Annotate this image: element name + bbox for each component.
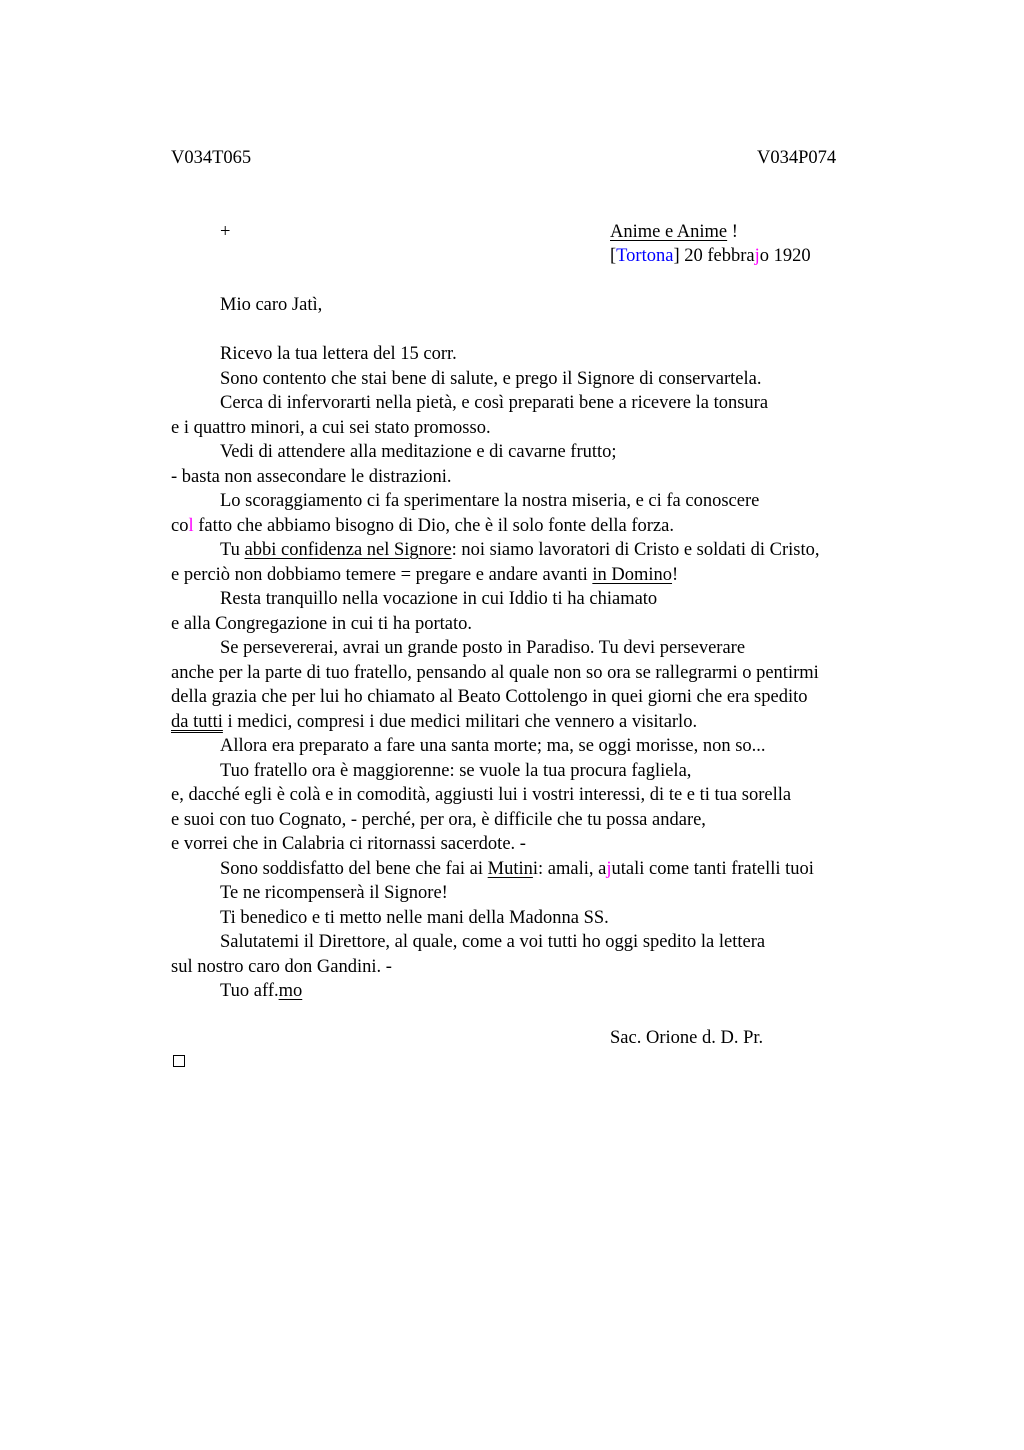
superscript-abbrev: mo bbox=[278, 981, 303, 1001]
underlined-phrase: Mutin bbox=[487, 858, 533, 879]
span: e perciò non dobbiamo temere = pregare e andare avanti bbox=[171, 564, 593, 585]
left-code: V034T065 bbox=[171, 148, 252, 168]
body-line: - basta non assecondare le distrazioni. bbox=[171, 466, 452, 487]
span: : noi siamo lavoratori di Cristo e soldati di Cristo, bbox=[451, 540, 820, 560]
span: i: amali, a bbox=[532, 858, 607, 879]
body-line: Salutatemi il Direttore, al quale, come a voi tutti ho oggi spedito la lettera bbox=[220, 932, 766, 952]
underlined-phrase: abbi confidenza nel Signore bbox=[244, 540, 452, 560]
body-line: Te ne ricompenserà il Signore! bbox=[220, 883, 448, 903]
span: co bbox=[171, 515, 189, 536]
body-line: e, dacché egli è colà e in comodità, aggiusti lui i vostri interessi, di te e ti tua sorella bbox=[171, 785, 792, 805]
body-line: Tuo fratello ora è maggiorenne: se vuole la tua procura fagliela, bbox=[220, 760, 692, 781]
dateline bbox=[610, 244, 811, 268]
motto-text: Anime e Anime bbox=[610, 222, 728, 242]
body-line: Vedi di attendere alla meditazione e di cavarne frutto; bbox=[220, 442, 617, 462]
underlined-phrase: in Domino bbox=[592, 564, 673, 585]
date-place: Tortona bbox=[616, 246, 674, 266]
body-line: Ti benedico e ti metto nelle mani della Madonna SS. bbox=[220, 907, 609, 928]
body-line: sul nostro caro don Gandini. - bbox=[171, 956, 392, 977]
variant-letter: j bbox=[606, 858, 612, 879]
double-underlined-phrase: da tutti bbox=[171, 711, 223, 732]
span: Tuo aff. bbox=[220, 981, 279, 1001]
body-line: e i quattro minori, a cui sei stato promosso. bbox=[171, 417, 491, 438]
span: utali come tanti fratelli tuoi bbox=[611, 858, 814, 879]
letter-body bbox=[171, 342, 931, 1004]
span: i medici, compresi i due medici militari che vennero a visitarlo. bbox=[222, 711, 698, 732]
date-open-bracket: [ bbox=[610, 246, 617, 266]
body-line: Ricevo la tua lettera del 15 corr. bbox=[220, 344, 457, 364]
body-line: anche per la parte di tuo fratello, pensando al quale non so ora se rallegrarmi o pentirmi bbox=[171, 662, 819, 683]
body-line: Sono contento che stai bene di salute, e prego il Signore di conservartela. bbox=[220, 368, 762, 389]
body-line: Allora era preparato a fare una santa morte; ma, se oggi morisse, non so... bbox=[220, 736, 766, 756]
variant-letter: l bbox=[188, 515, 194, 536]
body-line bbox=[171, 563, 931, 588]
span: fatto che abbiamo bisogno di Dio, che è il solo fonte della forza. bbox=[193, 515, 674, 536]
body-line: Lo scoraggiamento ci fa sperimentare la nostra miseria, e ci fa conoscere bbox=[220, 491, 760, 511]
body-line bbox=[171, 538, 931, 563]
body-line: e alla Congregazione in cui ti ha portato. bbox=[171, 613, 473, 634]
body-line bbox=[171, 979, 931, 1004]
end-mark-box bbox=[173, 1055, 185, 1067]
salutation: Mio caro Jatì, bbox=[220, 295, 323, 315]
body-line: della grazia che per lui ho chiamato al Beato Cottolengo in quei giorni che era spedito bbox=[171, 687, 808, 707]
date-close: ] 20 febbra bbox=[673, 246, 755, 266]
motto-suffix: ! bbox=[727, 222, 738, 242]
body-line: Resta tranquillo nella vocazione in cui Iddio ti ha chiamato bbox=[220, 589, 658, 609]
body-line: e suoi con tuo Cognato, - perché, per ora, è difficile che tu possa andare, bbox=[171, 809, 706, 830]
body-line: Cerca di infervorarti nella pietà, e così preparati bene a ricevere la tonsura bbox=[220, 393, 769, 413]
span: Tu bbox=[220, 540, 245, 560]
signature: Sac. Orione d. D. Pr. bbox=[610, 1028, 764, 1048]
span: ! bbox=[672, 564, 679, 585]
date-after: o 1920 bbox=[759, 246, 811, 266]
body-line: Se persevererai, avrai un grande posto in Paradiso. Tu devi perseverare bbox=[220, 638, 746, 658]
right-code: V034P074 bbox=[757, 148, 837, 168]
body-line bbox=[171, 514, 931, 539]
body-line bbox=[171, 857, 931, 882]
motto bbox=[610, 220, 738, 244]
span: Sono soddisfatto del bene che fai ai bbox=[220, 858, 488, 879]
body-line bbox=[171, 710, 931, 735]
cross-mark: + bbox=[220, 222, 231, 242]
body-line: e vorrei che in Calabria ci ritornassi sacerdote. - bbox=[171, 834, 526, 854]
date-variant-j: j bbox=[754, 246, 760, 266]
